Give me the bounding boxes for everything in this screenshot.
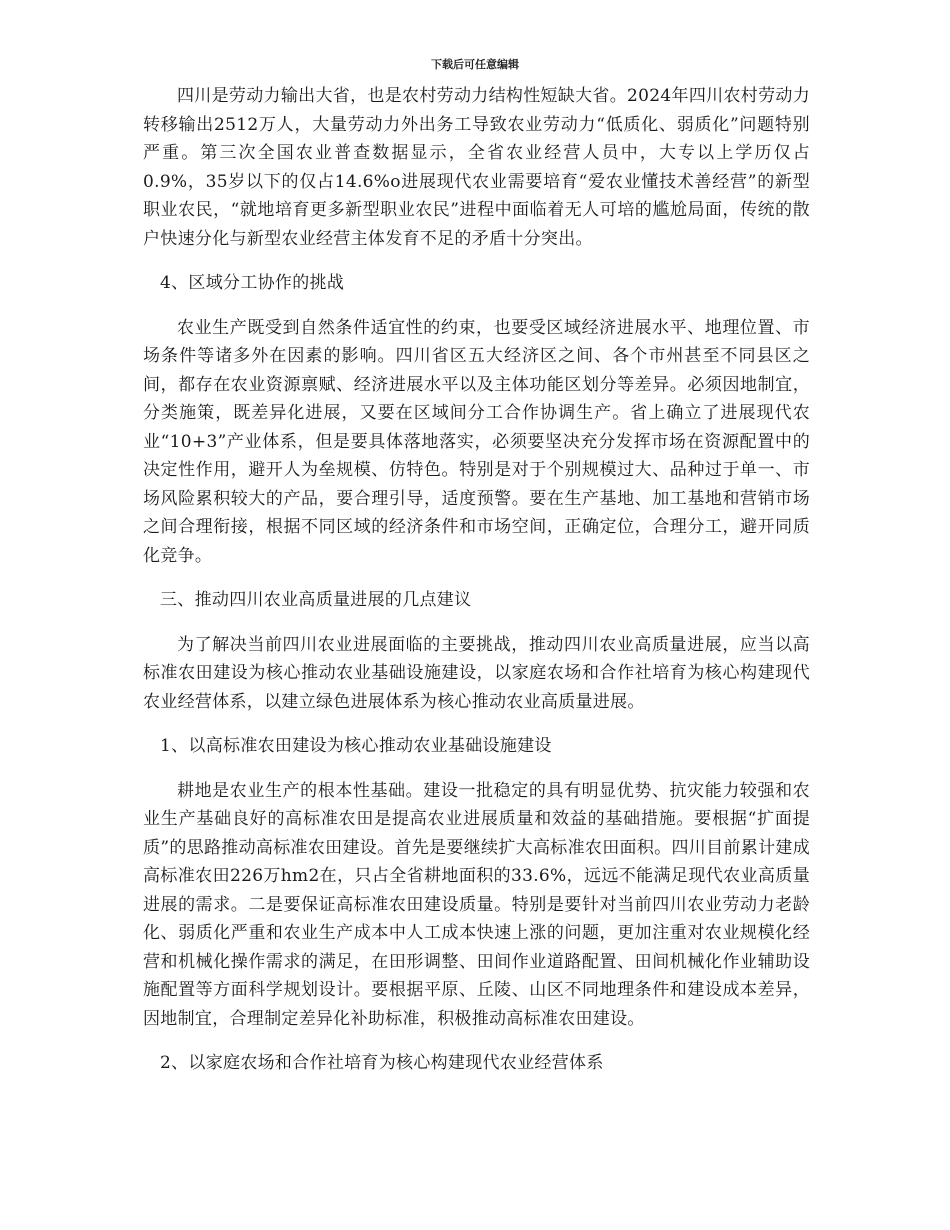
document-body bbox=[143, 82, 810, 1078]
paragraph-labor-shortage: 四川是劳动力输出大省，也是农村劳动力结构性短缺大省。2024年四川农村劳动力转移输出2512万人，大量劳动力外出务工导致农业劳动力“低质化、弱质化”问题特别严重。第三次全国农业普查数据显示，全省农业经营人员中，大专以上学历仅占0.9%，35岁以下的仅占14.6%o进展现代农业需要培育“爱农业懂技术善经营”的新型职业农民，“就地培育更多新型职业农民”进程中面临着无人可培的尴尬局面，传统的散户快速分化与新型农业经营主体发育不足的矛盾十分突出。 bbox=[143, 86, 810, 249]
paragraph-farmland-construction: 耕地是农业生产的根本性基础。建设一批稳定的具有明显优势、抗灾能力较强和农业生产基础良好的高标准农田是提高农业进展质量和效益的基础措施。要根据“扩面提质”的思路推动高标准农田建设。首先是要继续扩大高标准农田面积。四川目前累计建成高标准农田226万hm2在，只占全省耕地面积的33.6%，远远不能满足现代农业高质量进展的需求。二是要保证高标准农田建设质量。特别是要针对当前四川农业劳动力老龄化、弱质化严重和农业生产成本中人工成本快速上涨的问题，更加注重对农业规模化经营和机械化操作需求的满足，在田形调整、田间作业道路配置、田间机械化作业辅助设施配置等方面科学规划设计。要根据平原、丘陵、山区不同地理条件和建设成本差异，因地制宜，合理制定差异化补助标准，积极推动高标准农田建设。 bbox=[143, 780, 810, 1029]
paragraph-suggestions-intro: 为了解决当前四川农业进展面临的主要挑战，推动四川农业高质量进展，应当以高标准农田建设为核心推动农业基础设施建设，以家庭农场和合作社培育为核心构建现代农业经营体系，以建立绿色进展体系为核心推动农业高质量进展。 bbox=[143, 634, 810, 712]
paragraph-regional-cooperation: 农业生产既受到自然条件适宜性的约束，也要受区域经济进展水平、地理位置、市场条件等诸多外在因素的影响。四川省区五大经济区之间、各个市州甚至不同县区之间，都存在农业资源禀赋、经济进展水平以及主体功能区划分等差异。必须因地制宜，分类施策，既差异化进展，又要在区域间分工合作协调生产。省上确立了进展现代农业“10+3”产业体系，但是要具体落地落实，必须要坚决充分发挥市场在资源配置中的决定性作用，避开人为垒规模、仿特色。特别是对于个别规模过大、品种过于单一、市场风险累积较大的产品，要合理引导，适度预警。要在生产基地、加工基地和营销市场之间合理衔接，根据不同区域的经济条件和市场空间，正确定位，合理分工，避开同质化竞争。 bbox=[143, 317, 810, 566]
heading-farmland-construction: 1、以高标准农田建设为核心推动农业基础设施建设 bbox=[160, 736, 552, 756]
heading-suggestions: 三、推动四川农业高质量进展的几点建议 bbox=[160, 590, 472, 610]
page-header: 下载后可任意编辑 bbox=[431, 58, 519, 71]
heading-regional-cooperation: 4、区域分工协作的挑战 bbox=[160, 273, 345, 293]
heading-business-system: 2、以家庭农场和合作社培育为核心构建现代农业经营体系 bbox=[160, 1053, 604, 1073]
